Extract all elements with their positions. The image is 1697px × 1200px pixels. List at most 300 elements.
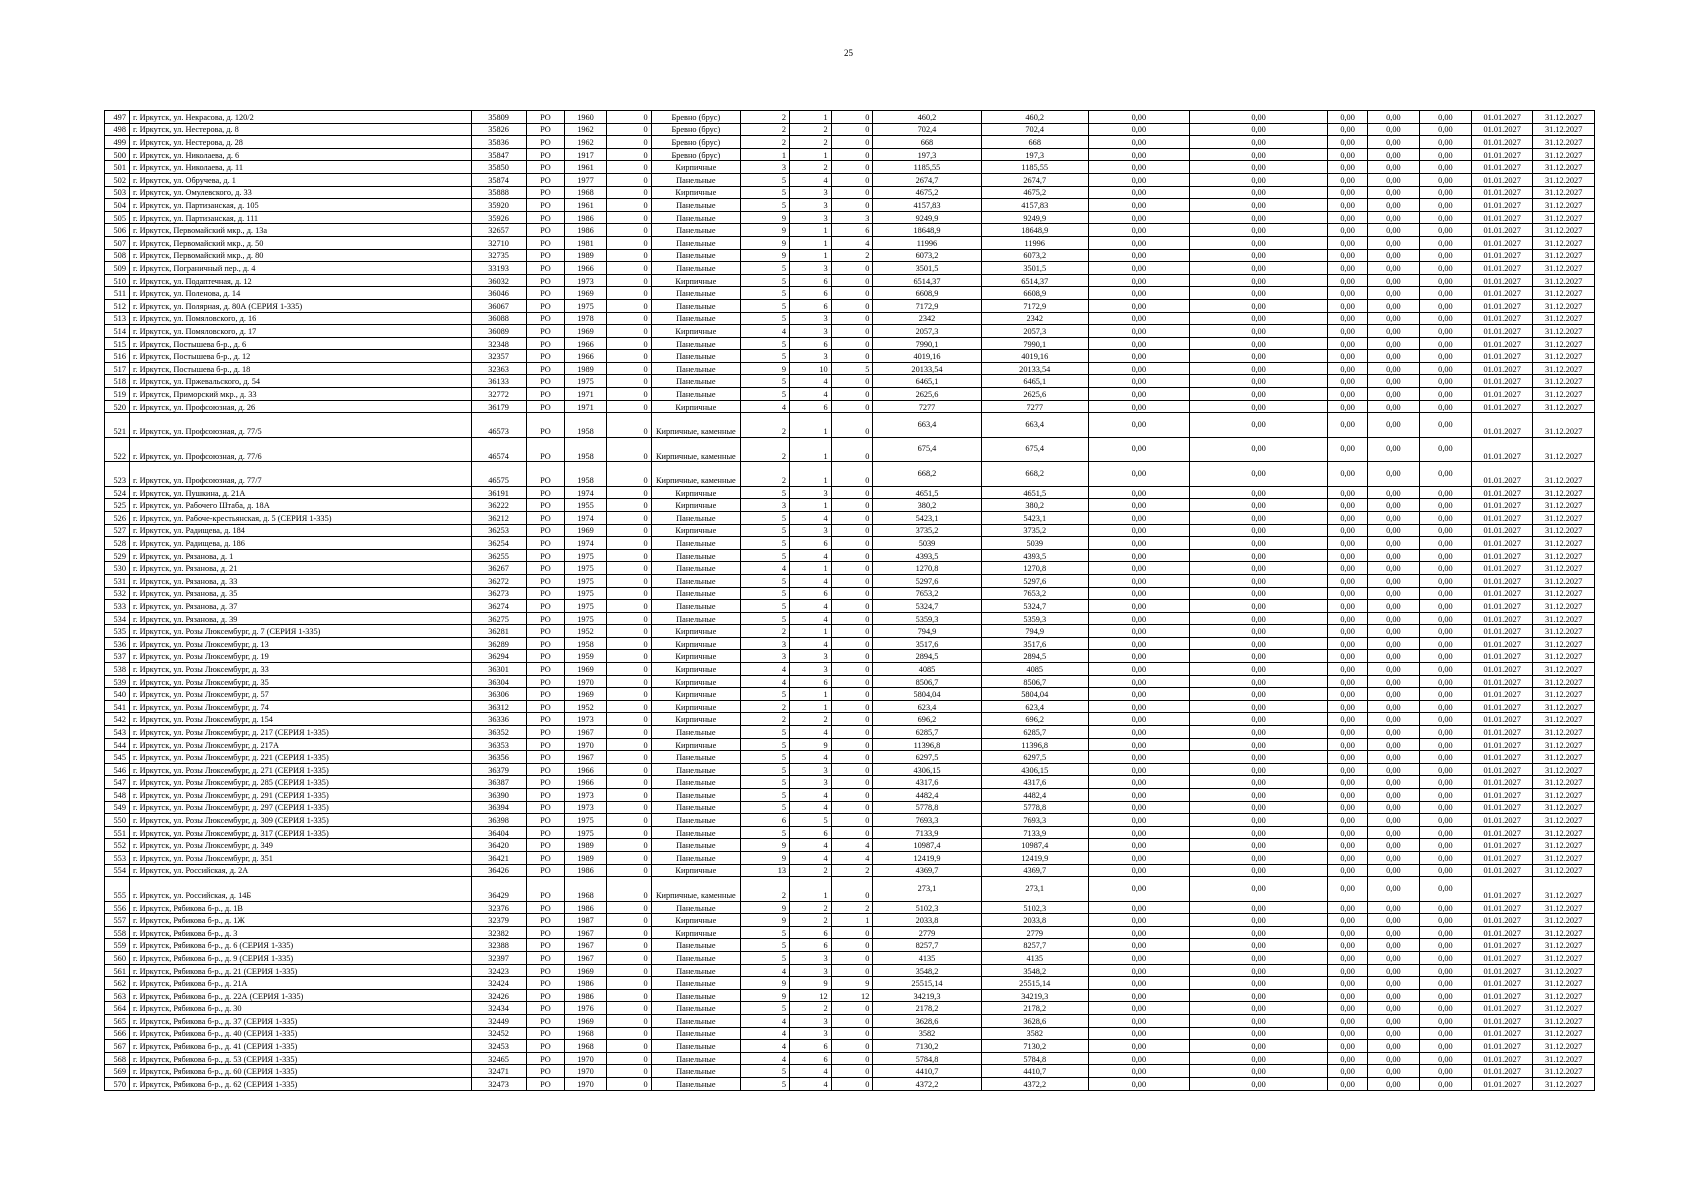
cell-cost-2: 0,00: [1189, 499, 1327, 512]
cell-cost-3: 0,00: [1328, 726, 1368, 739]
cell-total-area: 7653,2: [873, 587, 981, 600]
cell-cost-1: 0,00: [1088, 437, 1189, 462]
cell-total-area: 4372,2: [873, 1077, 981, 1090]
cell-cost-4: 0,00: [1367, 776, 1419, 789]
cell-cost-2: 0,00: [1189, 1002, 1327, 1015]
cell-cost-4: 0,00: [1367, 186, 1419, 199]
cell-end-date: 31.12.2027: [1533, 952, 1595, 965]
cell-floors: 5: [741, 537, 790, 550]
cell-entrances: 2: [790, 136, 832, 149]
cell-address: г. Иркутск, ул. Рязанова, д. 39: [129, 612, 471, 625]
cell-area-repeat: 6285,7: [981, 726, 1088, 739]
cell-cost-4: 0,00: [1367, 486, 1419, 499]
cell-address: г. Иркутск, Рябикова б-р., д. 41 (СЕРИЯ 1-335): [129, 1040, 471, 1053]
cell-wall-material: Панельные: [651, 549, 741, 562]
cell-house-id: 32357: [471, 350, 526, 363]
cell-total-area: 4410,7: [873, 1065, 981, 1078]
cell-wall-material: Панельные: [651, 312, 741, 325]
cell-wall-material: Панельные: [651, 989, 741, 1002]
cell-cost-5: 0,00: [1419, 814, 1471, 827]
cell-cost-4: 0,00: [1367, 287, 1419, 300]
cell-address: г. Иркутск, ул. Некрасова, д. 120/2: [129, 111, 471, 124]
cell-house-id: 35826: [471, 123, 526, 136]
cell-cost-2: 0,00: [1189, 287, 1327, 300]
cell-year-built: 1959: [565, 650, 607, 663]
cell-lifts: 0: [831, 199, 873, 212]
cell-area-repeat: 7693,3: [981, 814, 1088, 827]
cell-entrances: 4: [790, 751, 832, 764]
cell-end-date: 31.12.2027: [1533, 136, 1595, 149]
cell-col-zero: 0: [606, 763, 651, 776]
cell-area-repeat: 7653,2: [981, 587, 1088, 600]
cell-type-code: РО: [526, 350, 565, 363]
cell-cost-1: 0,00: [1088, 1077, 1189, 1090]
cell-type-code: РО: [526, 864, 565, 877]
cell-house-id: 33193: [471, 262, 526, 275]
cell-wall-material: Кирпичные: [651, 914, 741, 927]
cell-type-code: РО: [526, 700, 565, 713]
cell-cost-1: 0,00: [1088, 814, 1189, 827]
cell-row-number: 510: [105, 274, 130, 287]
cell-year-built: 1969: [565, 287, 607, 300]
cell-wall-material: Панельные: [651, 1052, 741, 1065]
cell-lifts: 5: [831, 362, 873, 375]
cell-col-zero: 0: [606, 801, 651, 814]
table-row: [105, 224, 1595, 237]
table-row: [105, 851, 1595, 864]
cell-entrances: 4: [790, 801, 832, 814]
cell-row-number: 504: [105, 199, 130, 212]
cell-wall-material: Кирпичные: [651, 625, 741, 638]
cell-total-area: 4019,16: [873, 350, 981, 363]
table-row: [105, 325, 1595, 338]
cell-col-zero: 0: [606, 224, 651, 237]
cell-cost-5: 0,00: [1419, 400, 1471, 413]
cell-wall-material: Панельные: [651, 511, 741, 524]
cell-entrances: 4: [790, 612, 832, 625]
cell-entrances: 4: [790, 574, 832, 587]
cell-col-zero: 0: [606, 700, 651, 713]
cell-start-date: 01.01.2027: [1471, 111, 1532, 124]
cell-row-number: 525: [105, 499, 130, 512]
cell-wall-material: Кирпичные: [651, 186, 741, 199]
cell-cost-1: 0,00: [1088, 1002, 1189, 1015]
cell-entrances: 12: [790, 989, 832, 1002]
cell-year-built: 1958: [565, 413, 607, 438]
cell-cost-4: 0,00: [1367, 688, 1419, 701]
cell-type-code: РО: [526, 262, 565, 275]
cell-cost-3: 0,00: [1328, 111, 1368, 124]
cell-wall-material: Панельные: [651, 801, 741, 814]
cell-type-code: РО: [526, 738, 565, 751]
cell-cost-2: 0,00: [1189, 751, 1327, 764]
cell-address: г. Иркутск, ул. Профсоюзная, д. 77/5: [129, 413, 471, 438]
cell-col-zero: 0: [606, 789, 651, 802]
cell-start-date: 01.01.2027: [1471, 977, 1532, 990]
cell-lifts: 0: [831, 337, 873, 350]
cell-row-number: 552: [105, 839, 130, 852]
cell-cost-2: 0,00: [1189, 1027, 1327, 1040]
cell-house-id: 36420: [471, 839, 526, 852]
cell-end-date: 31.12.2027: [1533, 650, 1595, 663]
cell-cost-3: 0,00: [1328, 901, 1368, 914]
cell-row-number: 519: [105, 388, 130, 401]
table-row: [105, 123, 1595, 136]
cell-address: г. Иркутск, ул. Розы Люксембург, д. 217 (СЕРИЯ 1-335): [129, 726, 471, 739]
cell-total-area: 5297,6: [873, 574, 981, 587]
cell-wall-material: Панельные: [651, 249, 741, 262]
cell-start-date: 01.01.2027: [1471, 161, 1532, 174]
cell-floors: 5: [741, 199, 790, 212]
cell-end-date: 31.12.2027: [1533, 801, 1595, 814]
cell-year-built: 1969: [565, 663, 607, 676]
cell-cost-3: 0,00: [1328, 612, 1368, 625]
cell-year-built: 1989: [565, 839, 607, 852]
cell-cost-2: 0,00: [1189, 776, 1327, 789]
cell-year-built: 1968: [565, 1027, 607, 1040]
cell-end-date: 31.12.2027: [1533, 299, 1595, 312]
cell-type-code: РО: [526, 199, 565, 212]
cell-floors: 9: [741, 851, 790, 864]
cell-year-built: 1967: [565, 926, 607, 939]
cell-entrances: 2: [790, 914, 832, 927]
cell-area-repeat: 4085: [981, 663, 1088, 676]
cell-cost-5: 0,00: [1419, 1002, 1471, 1015]
cell-cost-2: 0,00: [1189, 574, 1327, 587]
cell-cost-5: 0,00: [1419, 675, 1471, 688]
cell-col-zero: 0: [606, 123, 651, 136]
cell-cost-1: 0,00: [1088, 1052, 1189, 1065]
cell-total-area: 6073,2: [873, 249, 981, 262]
cell-total-area: 9249,9: [873, 211, 981, 224]
cell-house-id: 36274: [471, 600, 526, 613]
table-row: [105, 600, 1595, 613]
cell-address: г. Иркутск, ул. Николаева, д. 11: [129, 161, 471, 174]
cell-type-code: РО: [526, 362, 565, 375]
cell-address: г. Иркутск, Рябикова б-р., д. 21А: [129, 977, 471, 990]
cell-end-date: 31.12.2027: [1533, 1040, 1595, 1053]
cell-house-id: 32434: [471, 1002, 526, 1015]
cell-cost-1: 0,00: [1088, 161, 1189, 174]
cell-cost-3: 0,00: [1328, 713, 1368, 726]
cell-area-repeat: 696,2: [981, 713, 1088, 726]
cell-house-id: 36429: [471, 877, 526, 902]
cell-entrances: 6: [790, 337, 832, 350]
cell-total-area: 5102,3: [873, 901, 981, 914]
cell-lifts: 0: [831, 312, 873, 325]
cell-cost-5: 0,00: [1419, 224, 1471, 237]
cell-cost-4: 0,00: [1367, 751, 1419, 764]
cell-end-date: 31.12.2027: [1533, 738, 1595, 751]
cell-cost-5: 0,00: [1419, 989, 1471, 1002]
cell-cost-2: 0,00: [1189, 562, 1327, 575]
cell-end-date: 31.12.2027: [1533, 111, 1595, 124]
cell-address: г. Иркутск, Рябикова б-р., д. 53 (СЕРИЯ 1-335): [129, 1052, 471, 1065]
cell-cost-2: 0,00: [1189, 274, 1327, 287]
cell-col-zero: 0: [606, 1027, 651, 1040]
cell-wall-material: Панельные: [651, 337, 741, 350]
cell-house-id: 36356: [471, 751, 526, 764]
cell-cost-2: 0,00: [1189, 388, 1327, 401]
cell-year-built: 1973: [565, 274, 607, 287]
cell-area-repeat: 2674,7: [981, 173, 1088, 186]
cell-cost-1: 0,00: [1088, 388, 1189, 401]
cell-type-code: РО: [526, 926, 565, 939]
cell-end-date: 31.12.2027: [1533, 789, 1595, 802]
cell-lifts: 0: [831, 111, 873, 124]
cell-floors: 2: [741, 713, 790, 726]
cell-floors: 5: [741, 726, 790, 739]
cell-entrances: 6: [790, 287, 832, 300]
cell-lifts: 0: [831, 549, 873, 562]
cell-floors: 5: [741, 524, 790, 537]
cell-entrances: 4: [790, 1065, 832, 1078]
cell-total-area: 5359,3: [873, 612, 981, 625]
cell-cost-5: 0,00: [1419, 362, 1471, 375]
cell-cost-3: 0,00: [1328, 312, 1368, 325]
cell-row-number: 553: [105, 851, 130, 864]
cell-cost-2: 0,00: [1189, 675, 1327, 688]
cell-cost-1: 0,00: [1088, 826, 1189, 839]
cell-lifts: 0: [831, 524, 873, 537]
cell-cost-4: 0,00: [1367, 574, 1419, 587]
cell-row-number: 539: [105, 675, 130, 688]
cell-cost-2: 0,00: [1189, 851, 1327, 864]
cell-cost-5: 0,00: [1419, 111, 1471, 124]
cell-cost-4: 0,00: [1367, 1077, 1419, 1090]
cell-house-id: 36398: [471, 814, 526, 827]
cell-address: г. Иркутск, ул. Розы Люксембург, д. 297 (СЕРИЯ 1-335): [129, 801, 471, 814]
cell-cost-1: 0,00: [1088, 587, 1189, 600]
cell-cost-4: 0,00: [1367, 587, 1419, 600]
cell-cost-4: 0,00: [1367, 926, 1419, 939]
cell-type-code: РО: [526, 977, 565, 990]
cell-row-number: 508: [105, 249, 130, 262]
cell-cost-1: 0,00: [1088, 148, 1189, 161]
cell-type-code: РО: [526, 663, 565, 676]
cell-cost-5: 0,00: [1419, 262, 1471, 275]
cell-year-built: 1989: [565, 249, 607, 262]
cell-type-code: РО: [526, 400, 565, 413]
cell-cost-4: 0,00: [1367, 826, 1419, 839]
table-row: [105, 337, 1595, 350]
cell-col-zero: 0: [606, 914, 651, 927]
cell-start-date: 01.01.2027: [1471, 776, 1532, 789]
cell-wall-material: Кирпичные: [651, 274, 741, 287]
cell-house-id: 36394: [471, 801, 526, 814]
cell-cost-4: 0,00: [1367, 738, 1419, 751]
cell-type-code: РО: [526, 325, 565, 338]
table-row: [105, 486, 1595, 499]
cell-floors: 6: [741, 814, 790, 827]
cell-address: г. Иркутск, ул. Российская, д. 14Б: [129, 877, 471, 902]
cell-start-date: 01.01.2027: [1471, 751, 1532, 764]
cell-cost-1: 0,00: [1088, 688, 1189, 701]
cell-cost-2: 0,00: [1189, 236, 1327, 249]
cell-area-repeat: 6608,9: [981, 287, 1088, 300]
cell-end-date: 31.12.2027: [1533, 587, 1595, 600]
cell-wall-material: Панельные: [651, 964, 741, 977]
cell-cost-2: 0,00: [1189, 914, 1327, 927]
cell-cost-3: 0,00: [1328, 989, 1368, 1002]
cell-entrances: 2: [790, 123, 832, 136]
cell-type-code: РО: [526, 312, 565, 325]
cell-lifts: 0: [831, 413, 873, 438]
cell-floors: 2: [741, 437, 790, 462]
cell-cost-3: 0,00: [1328, 864, 1368, 877]
cell-area-repeat: 4393,5: [981, 549, 1088, 562]
cell-address: г. Иркутск, Рябикова б-р., д. 21 (СЕРИЯ 1-335): [129, 964, 471, 977]
cell-type-code: РО: [526, 274, 565, 287]
cell-entrances: 6: [790, 675, 832, 688]
cell-entrances: 2: [790, 713, 832, 726]
cell-type-code: РО: [526, 437, 565, 462]
cell-cost-4: 0,00: [1367, 763, 1419, 776]
cell-total-area: 668,2: [873, 462, 981, 487]
cell-entrances: 4: [790, 789, 832, 802]
cell-floors: 4: [741, 663, 790, 676]
cell-total-area: 20133,54: [873, 362, 981, 375]
cell-area-repeat: 380,2: [981, 499, 1088, 512]
cell-year-built: 1967: [565, 952, 607, 965]
cell-cost-5: 0,00: [1419, 751, 1471, 764]
cell-cost-2: 0,00: [1189, 801, 1327, 814]
cell-cost-4: 0,00: [1367, 462, 1419, 487]
cell-entrances: 3: [790, 486, 832, 499]
cell-floors: 4: [741, 675, 790, 688]
cell-floors: 3: [741, 499, 790, 512]
cell-entrances: 4: [790, 851, 832, 864]
cell-total-area: 4393,5: [873, 549, 981, 562]
cell-start-date: 01.01.2027: [1471, 524, 1532, 537]
cell-type-code: РО: [526, 136, 565, 149]
cell-cost-2: 0,00: [1189, 362, 1327, 375]
cell-row-number: 542: [105, 713, 130, 726]
cell-type-code: РО: [526, 1065, 565, 1078]
cell-year-built: 1917: [565, 148, 607, 161]
cell-house-id: 35847: [471, 148, 526, 161]
cell-start-date: 01.01.2027: [1471, 1002, 1532, 1015]
cell-end-date: 31.12.2027: [1533, 325, 1595, 338]
cell-total-area: 6608,9: [873, 287, 981, 300]
cell-cost-4: 0,00: [1367, 700, 1419, 713]
cell-cost-3: 0,00: [1328, 1027, 1368, 1040]
cell-area-repeat: 6073,2: [981, 249, 1088, 262]
cell-year-built: 1975: [565, 826, 607, 839]
cell-area-repeat: 4306,15: [981, 763, 1088, 776]
cell-total-area: 5778,8: [873, 801, 981, 814]
cell-floors: 2: [741, 413, 790, 438]
cell-house-id: 32449: [471, 1015, 526, 1028]
cell-entrances: 3: [790, 663, 832, 676]
cell-year-built: 1958: [565, 462, 607, 487]
cell-end-date: 31.12.2027: [1533, 864, 1595, 877]
cell-row-number: 543: [105, 726, 130, 739]
cell-wall-material: Панельные: [651, 224, 741, 237]
cell-cost-4: 0,00: [1367, 650, 1419, 663]
cell-cost-1: 0,00: [1088, 964, 1189, 977]
cell-year-built: 1974: [565, 486, 607, 499]
cell-cost-1: 0,00: [1088, 914, 1189, 927]
table-row: [105, 1077, 1595, 1090]
cell-year-built: 1966: [565, 262, 607, 275]
cell-cost-5: 0,00: [1419, 462, 1471, 487]
cell-cost-2: 0,00: [1189, 1077, 1327, 1090]
cell-house-id: 32382: [471, 926, 526, 939]
cell-entrances: 9: [790, 977, 832, 990]
cell-end-date: 31.12.2027: [1533, 388, 1595, 401]
cell-cost-3: 0,00: [1328, 362, 1368, 375]
cell-year-built: 1986: [565, 901, 607, 914]
cell-end-date: 31.12.2027: [1533, 675, 1595, 688]
cell-wall-material: Панельные: [651, 763, 741, 776]
table-row: [105, 877, 1595, 902]
cell-cost-4: 0,00: [1367, 1052, 1419, 1065]
cell-type-code: РО: [526, 675, 565, 688]
cell-start-date: 01.01.2027: [1471, 486, 1532, 499]
cell-year-built: 1969: [565, 1015, 607, 1028]
cell-floors: 5: [741, 173, 790, 186]
cell-floors: 2: [741, 111, 790, 124]
cell-cost-5: 0,00: [1419, 939, 1471, 952]
table-row: [105, 1027, 1595, 1040]
cell-start-date: 01.01.2027: [1471, 877, 1532, 902]
cell-start-date: 01.01.2027: [1471, 801, 1532, 814]
table-row: [105, 274, 1595, 287]
cell-cost-5: 0,00: [1419, 738, 1471, 751]
cell-lifts: 0: [831, 274, 873, 287]
cell-house-id: 32735: [471, 249, 526, 262]
cell-cost-2: 0,00: [1189, 186, 1327, 199]
cell-total-area: 702,4: [873, 123, 981, 136]
cell-row-number: 524: [105, 486, 130, 499]
cell-end-date: 31.12.2027: [1533, 400, 1595, 413]
cell-total-area: 4135: [873, 952, 981, 965]
cell-year-built: 1975: [565, 375, 607, 388]
cell-end-date: 31.12.2027: [1533, 964, 1595, 977]
cell-house-id: 32379: [471, 914, 526, 927]
cell-house-id: 36304: [471, 675, 526, 688]
cell-wall-material: Панельные: [651, 262, 741, 275]
cell-total-area: 7990,1: [873, 337, 981, 350]
cell-floors: 5: [741, 612, 790, 625]
cell-lifts: 0: [831, 600, 873, 613]
cell-cost-5: 0,00: [1419, 562, 1471, 575]
cell-address: г. Иркутск, ул. Рязанова, д. 33: [129, 574, 471, 587]
cell-floors: 5: [741, 763, 790, 776]
cell-wall-material: Панельные: [651, 537, 741, 550]
cell-address: г. Иркутск, ул. Розы Люксембург, д. 57: [129, 688, 471, 701]
cell-type-code: РО: [526, 814, 565, 827]
cell-cost-4: 0,00: [1367, 511, 1419, 524]
cell-lifts: 0: [831, 952, 873, 965]
cell-floors: 5: [741, 826, 790, 839]
cell-col-zero: 0: [606, 299, 651, 312]
cell-lifts: 0: [831, 462, 873, 487]
cell-type-code: РО: [526, 462, 565, 487]
cell-end-date: 31.12.2027: [1533, 839, 1595, 852]
cell-cost-3: 0,00: [1328, 337, 1368, 350]
cell-address: г. Иркутск, ул. Рабоче-крестьянская, д. 5 (СЕРИЯ 1-335): [129, 511, 471, 524]
cell-entrances: 5: [790, 814, 832, 827]
cell-area-repeat: 1270,8: [981, 562, 1088, 575]
cell-cost-1: 0,00: [1088, 173, 1189, 186]
cell-lifts: 0: [831, 1040, 873, 1053]
cell-cost-4: 0,00: [1367, 1040, 1419, 1053]
cell-house-id: 35920: [471, 199, 526, 212]
cell-cost-4: 0,00: [1367, 839, 1419, 852]
cell-house-id: 32465: [471, 1052, 526, 1065]
